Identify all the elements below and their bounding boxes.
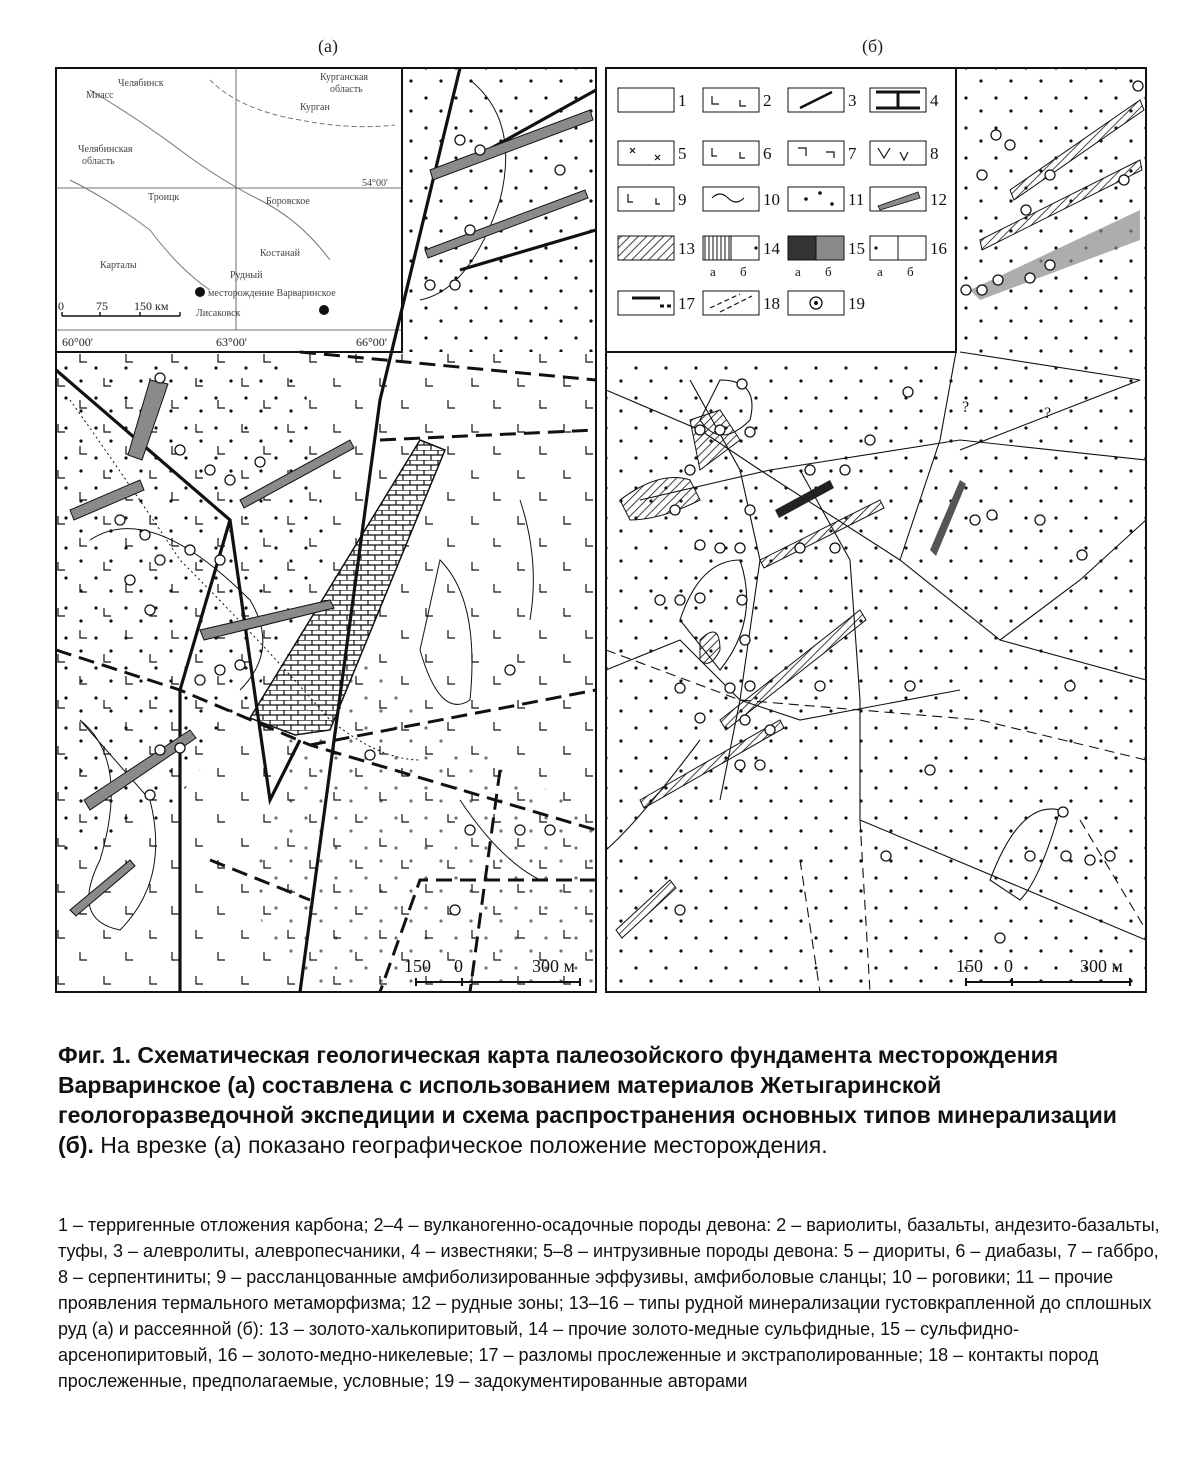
inset-place-borovskoe: Боровское	[266, 196, 310, 207]
inset-lat: 54°00'	[362, 178, 388, 189]
figure-caption-bold: Фиг. 1. Схематическая геологическая карта палеозойского фундамента месторождения Варваринское (а) составлена с использованием материалов Жетыгаринской геологоразведочной экспедиции и схема распространения основных типов минерализации (б).	[58, 1042, 1117, 1158]
legend-num-13: 13	[678, 239, 695, 258]
legend-box	[606, 68, 956, 352]
legend-15-a: а	[795, 264, 801, 279]
legend-16-b: б	[907, 264, 914, 279]
inset-place-rudny: Рудный	[230, 270, 263, 281]
scale-a-0: 0	[454, 956, 463, 976]
legend-num-12: 12	[930, 190, 947, 209]
figure-caption	[58, 1040, 1148, 1160]
legend-num-7: 7	[848, 144, 857, 163]
inset-place-chelyabinsk: Челябинск	[118, 78, 164, 89]
legend-num-6: 6	[763, 144, 772, 163]
inset-scale-75: 75	[96, 299, 108, 313]
legend-16-a: а	[877, 264, 883, 279]
legend-num-9: 9	[678, 190, 687, 209]
legend-num-15: 15	[848, 239, 865, 258]
map-b-unknown-2: ?	[1044, 405, 1052, 422]
inset-scale-0: 0	[58, 299, 64, 313]
inset-place-oblast-2: область	[82, 156, 115, 167]
panel-b-label: (б)	[862, 36, 884, 56]
inset-place-kurgan: Курган	[300, 102, 330, 113]
inset-scale-150: 150 км	[134, 299, 169, 313]
inset-place-lisakovsk: Лисаковск	[196, 308, 241, 319]
legend-num-2: 2	[763, 91, 772, 110]
legend-num-14: 14	[763, 239, 780, 258]
inset-place-oblast-1: область	[330, 84, 363, 95]
legend-num-19: 19	[848, 294, 865, 313]
inset-place-kostanay: Костанай	[260, 248, 300, 259]
scale-b-150: 150	[956, 956, 983, 976]
legend-num-1: 1	[678, 91, 687, 110]
inset-place-kartaly: Карталы	[100, 260, 137, 271]
legend-num-10: 10	[763, 190, 780, 209]
map-a	[56, 68, 596, 992]
legend-description: 1 – терригенные отложения карбона; 2–4 – вулканогенно-осадочные породы девона: 2 – вариолиты, базальты, андезито-базальты, туфы, 3 – алевролиты, алевропесчаники, 4 – известняки; 5–8 – интрузивные породы девона: 5 – диориты, 6 – диабазы, 7 – габбро, 8 – серпентиниты; 9 – рассланцованные амфиболизированные эффузивы, амфиболовые сланцы; 10 – роговики; 11 – прочие проявления термального метаморфизма; 12 – рудные зоны; 13–16 – типы рудной минерализации густовкрапленной до сплошных руд (а) и рассеянной (б): 13 – золото-халькопиритовый, 14 – прочие золото-медные сульфидные, 15 – сульфидно-арсенопиритовый, 16 – золото-медно-никелевые; 17 – разломы прослеженные и экстраполированные; 18 – контакты пород прослеженные, предполагаемые, условные; 19 – задокументированные авторами	[58, 1215, 1160, 1391]
inset-lon-60: 60°00'	[62, 335, 93, 349]
figure-caption-normal: На врезке (а) показано географическое положение месторождения.	[93, 1132, 828, 1158]
scale-a-300: 300 м	[532, 956, 575, 976]
map-b-unknown-1: ?	[962, 399, 970, 416]
legend-num-8: 8	[930, 144, 939, 163]
legend-num-4: 4	[930, 91, 939, 110]
inset-place-kurganskaya: Курганская	[320, 72, 368, 83]
legend-14-a: а	[710, 264, 716, 279]
inset-place-miass: Миасс	[86, 90, 114, 101]
legend-num-18: 18	[763, 294, 780, 313]
inset-place-varvarinskoe: месторождение Варваринское	[208, 288, 336, 299]
scale-a-150: 150	[404, 956, 431, 976]
inset-lon-63: 63°00'	[216, 335, 247, 349]
location-inset	[56, 68, 402, 352]
legend-num-16: 16	[930, 239, 947, 258]
legend-14-b: б	[740, 264, 747, 279]
scale-b-300: 300 м	[1080, 956, 1123, 976]
scale-b-0: 0	[1004, 956, 1013, 976]
legend-15-b: б	[825, 264, 832, 279]
legend-num-5: 5	[678, 144, 687, 163]
inset-place-troitsk: Троицк	[148, 192, 180, 203]
legend-num-17: 17	[678, 294, 695, 313]
map-b	[606, 68, 1146, 992]
legend-num-11: 11	[848, 190, 865, 209]
panel-a-label: (а)	[318, 36, 338, 56]
legend-num-3: 3	[848, 91, 857, 110]
inset-lon-66: 66°00'	[356, 335, 387, 349]
inset-place-chelyabinskaya: Челябинская	[78, 144, 133, 155]
